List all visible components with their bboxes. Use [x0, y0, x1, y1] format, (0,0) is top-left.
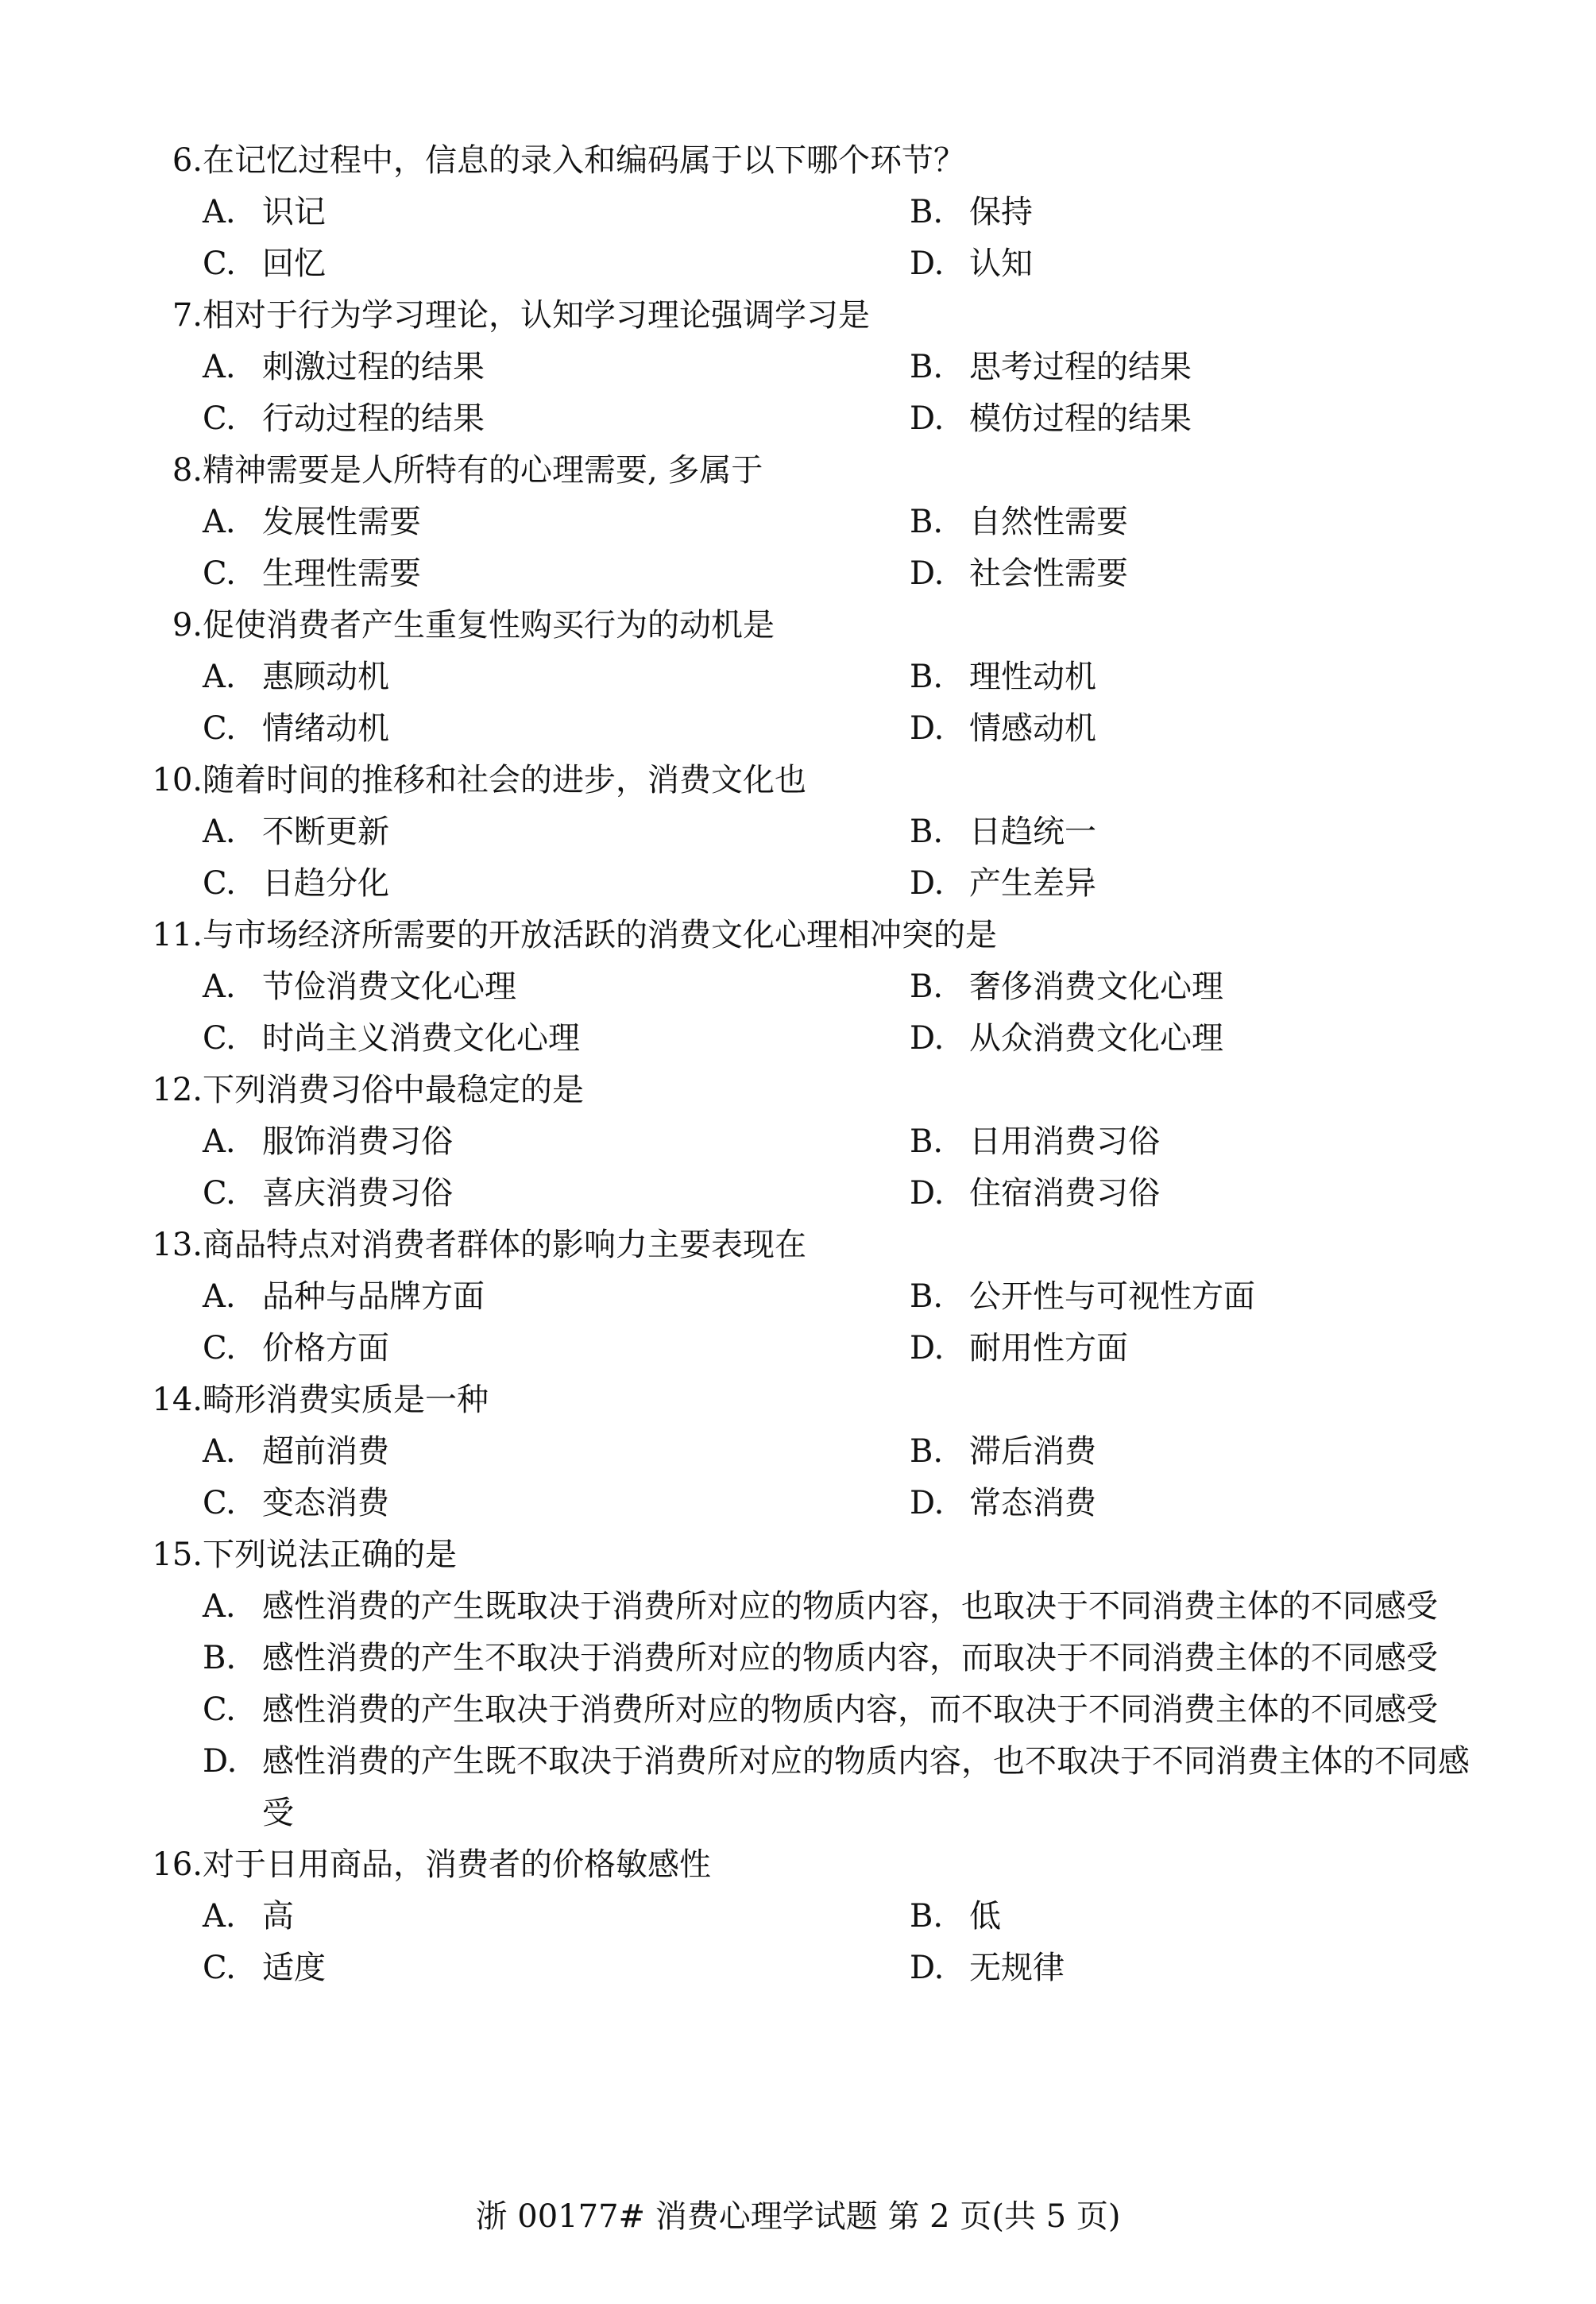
- option-label: A.: [203, 504, 236, 540]
- option-text: 奢侈消费文化心理: [969, 968, 1223, 1005]
- question-16: [119, 1839, 1486, 1994]
- option-a: [203, 342, 910, 393]
- option-text: 日趋统一: [969, 814, 1096, 850]
- option-label: B.: [910, 1898, 944, 1935]
- option-text: 高: [262, 1898, 294, 1935]
- question-10: [119, 755, 1486, 910]
- option-c: [203, 1323, 910, 1374]
- option-b: [910, 497, 1386, 548]
- option-b: [910, 651, 1386, 703]
- option-label: A.: [203, 194, 236, 230]
- option-label: A.: [203, 1278, 236, 1315]
- question-list: [119, 135, 1486, 1994]
- option-text: 保持: [969, 194, 1033, 230]
- question-stem: 与市场经济所需要的开放活跃的消费文化心理相冲突的是: [203, 917, 997, 953]
- option-text: 感性消费的产生既不取决于消费所对应的物质内容，也不取决于不同消费主体的不同感受: [262, 1743, 1470, 1831]
- option-text: 感性消费的产生既取决于消费所对应的物质内容，也取决于不同消费主体的不同感受: [262, 1588, 1438, 1625]
- option-text: 不断更新: [262, 814, 389, 850]
- option-b: [910, 1116, 1386, 1168]
- option-text: 日用消费习俗: [969, 1123, 1160, 1160]
- option-b: [910, 1271, 1386, 1323]
- option-b: [203, 1633, 1486, 1684]
- question-12: [119, 1065, 1486, 1220]
- option-label: C.: [203, 1020, 236, 1057]
- option-label: A.: [203, 1123, 236, 1160]
- option-text: 刺激过程的结果: [262, 349, 485, 385]
- option-label: D.: [910, 1020, 945, 1057]
- option-label: D.: [203, 1743, 238, 1780]
- question-13: [119, 1220, 1486, 1374]
- option-text: 行动过程的结果: [262, 400, 485, 437]
- question-7: [119, 290, 1486, 445]
- option-label: C.: [203, 555, 236, 592]
- question-number: 6.: [172, 142, 203, 179]
- question-stem: 促使消费者产生重复性购买行为的动机是: [203, 607, 775, 644]
- option-c: [203, 858, 910, 910]
- option-label: A.: [203, 968, 236, 1005]
- option-c: [203, 703, 910, 755]
- option-label: C.: [203, 1691, 236, 1728]
- question-stem: 对于日用商品，消费者的价格敏感性: [203, 1846, 711, 1883]
- option-label: D.: [910, 1950, 945, 1986]
- option-text: 理性动机: [969, 659, 1096, 695]
- option-d: [910, 858, 1386, 910]
- option-text: 低: [969, 1898, 1001, 1935]
- option-label: D.: [910, 710, 945, 747]
- option-text: 公开性与可视性方面: [969, 1278, 1255, 1315]
- question-number: 12.: [152, 1072, 203, 1108]
- option-label: D.: [910, 400, 945, 437]
- question-number: 8.: [172, 452, 203, 489]
- option-a: [203, 806, 910, 858]
- option-a: [203, 961, 910, 1013]
- option-label: D.: [910, 1175, 945, 1212]
- option-label: B.: [910, 814, 944, 850]
- option-c: [203, 1478, 910, 1529]
- option-text: 自然性需要: [969, 504, 1128, 540]
- option-a: [203, 1891, 910, 1943]
- question-stem: 畸形消费实质是一种: [203, 1382, 489, 1418]
- option-text: 感性消费的产生不取决于消费所对应的物质内容，而取决于不同消费主体的不同感受: [262, 1640, 1438, 1676]
- option-label: D.: [910, 865, 945, 902]
- option-text: 思考过程的结果: [969, 349, 1192, 385]
- option-label: C.: [203, 400, 236, 437]
- option-text: 生理性需要: [262, 555, 421, 592]
- option-label: C.: [203, 710, 236, 747]
- option-d: [910, 1013, 1386, 1065]
- option-d: [910, 1168, 1386, 1220]
- option-text: 惠顾动机: [262, 659, 389, 695]
- question-8: [119, 445, 1486, 600]
- option-b: [910, 187, 1386, 238]
- option-label: B.: [203, 1640, 237, 1676]
- option-label: A.: [203, 659, 236, 695]
- option-label: B.: [910, 659, 944, 695]
- option-text: 变态消费: [262, 1485, 389, 1521]
- option-b: [910, 1426, 1386, 1478]
- option-label: A.: [203, 1433, 236, 1470]
- option-c: [203, 1684, 1486, 1736]
- question-stem: 相对于行为学习理论，认知学习理论强调学习是: [203, 297, 870, 334]
- option-a: [203, 1116, 910, 1168]
- option-text: 发展性需要: [262, 504, 421, 540]
- option-c: [203, 1943, 910, 1994]
- option-text: 情绪动机: [262, 710, 389, 747]
- option-label: D.: [910, 245, 945, 282]
- option-a: [203, 1426, 910, 1478]
- option-text: 常态消费: [969, 1485, 1096, 1521]
- option-d: [910, 1943, 1386, 1994]
- option-d: [910, 238, 1386, 290]
- question-stem: 下列消费习俗中最稳定的是: [203, 1072, 584, 1108]
- option-text: 认知: [969, 245, 1033, 282]
- option-label: D.: [910, 555, 945, 592]
- option-text: 识记: [262, 194, 326, 230]
- option-text: 喜庆消费习俗: [262, 1175, 453, 1212]
- option-d: [910, 548, 1386, 600]
- option-c: [203, 1168, 910, 1220]
- option-a: [203, 497, 910, 548]
- question-number: 10.: [152, 762, 203, 798]
- question-number: 11.: [152, 917, 203, 953]
- option-label: D.: [910, 1330, 945, 1367]
- option-text: 价格方面: [262, 1330, 389, 1367]
- question-number: 13.: [152, 1227, 203, 1263]
- question-stem: 在记忆过程中，信息的录入和编码属于以下哪个环节？: [203, 142, 965, 179]
- question-14: [119, 1374, 1486, 1529]
- option-a: [203, 187, 910, 238]
- question-11: [119, 910, 1486, 1065]
- question-number: 15.: [152, 1537, 203, 1573]
- option-label: C.: [203, 245, 236, 282]
- option-d: [910, 1478, 1386, 1529]
- option-c: [203, 393, 910, 445]
- option-text: 感性消费的产生取决于消费所对应的物质内容，而不取决于不同消费主体的不同感受: [262, 1691, 1438, 1728]
- option-text: 产生差异: [969, 865, 1096, 902]
- question-stem: 商品特点对消费者群体的影响力主要表现在: [203, 1227, 806, 1263]
- option-c: [203, 1013, 910, 1065]
- option-label: C.: [203, 1330, 236, 1367]
- option-label: A.: [203, 1898, 236, 1935]
- question-number: 14.: [152, 1382, 203, 1418]
- option-b: [910, 961, 1386, 1013]
- option-label: B.: [910, 1433, 944, 1470]
- option-a: [203, 1271, 910, 1323]
- option-label: B.: [910, 504, 944, 540]
- option-b: [910, 342, 1386, 393]
- option-text: 无规律: [969, 1950, 1065, 1986]
- question-stem: 下列说法正确的是: [203, 1537, 457, 1573]
- option-text: 品种与品牌方面: [262, 1278, 485, 1315]
- option-text: 日趋分化: [262, 865, 389, 902]
- option-b: [910, 1891, 1386, 1943]
- question-6: [119, 135, 1486, 290]
- option-label: C.: [203, 1950, 236, 1986]
- question-9: [119, 600, 1486, 755]
- option-label: B.: [910, 968, 944, 1005]
- option-b: [910, 806, 1386, 858]
- option-d: [910, 1323, 1386, 1374]
- option-d: [910, 393, 1386, 445]
- option-a: [203, 1581, 1486, 1633]
- question-15: [119, 1529, 1486, 1839]
- option-text: 从众消费文化心理: [969, 1020, 1223, 1057]
- option-label: C.: [203, 865, 236, 902]
- option-text: 时尚主义消费文化心理: [262, 1020, 580, 1057]
- option-text: 滞后消费: [969, 1433, 1096, 1470]
- page-footer: 浙 00177# 消费心理学试题 第 2 页(共 5 页): [475, 2198, 1121, 2235]
- question-number: 9.: [172, 607, 203, 644]
- question-stem: 精神需要是人所特有的心理需要, 多属于: [203, 452, 763, 489]
- option-a: [203, 651, 910, 703]
- option-label: C.: [203, 1175, 236, 1212]
- option-c: [203, 238, 910, 290]
- question-number: 7.: [172, 297, 203, 334]
- option-label: A.: [203, 1588, 236, 1625]
- option-d: [910, 703, 1386, 755]
- option-label: D.: [910, 1485, 945, 1521]
- option-c: [203, 548, 910, 600]
- option-text: 适度: [262, 1950, 326, 1986]
- option-text: 耐用性方面: [969, 1330, 1128, 1367]
- option-text: 超前消费: [262, 1433, 389, 1470]
- question-stem: 随着时间的推移和社会的进步，消费文化也: [203, 762, 806, 798]
- option-text: 社会性需要: [969, 555, 1128, 592]
- option-label: C.: [203, 1485, 236, 1521]
- option-label: B.: [910, 1123, 944, 1160]
- option-label: B.: [910, 349, 944, 385]
- option-text: 回忆: [262, 245, 326, 282]
- option-label: A.: [203, 349, 236, 385]
- option-text: 模仿过程的结果: [969, 400, 1192, 437]
- option-label: A.: [203, 814, 236, 850]
- option-text: 服饰消费习俗: [262, 1123, 453, 1160]
- option-label: B.: [910, 1278, 944, 1315]
- option-label: B.: [910, 194, 944, 230]
- option-text: 情感动机: [969, 710, 1096, 747]
- question-number: 16.: [152, 1846, 203, 1883]
- option-text: 节俭消费文化心理: [262, 968, 516, 1005]
- option-d: [203, 1736, 1486, 1839]
- option-text: 住宿消费习俗: [969, 1175, 1160, 1212]
